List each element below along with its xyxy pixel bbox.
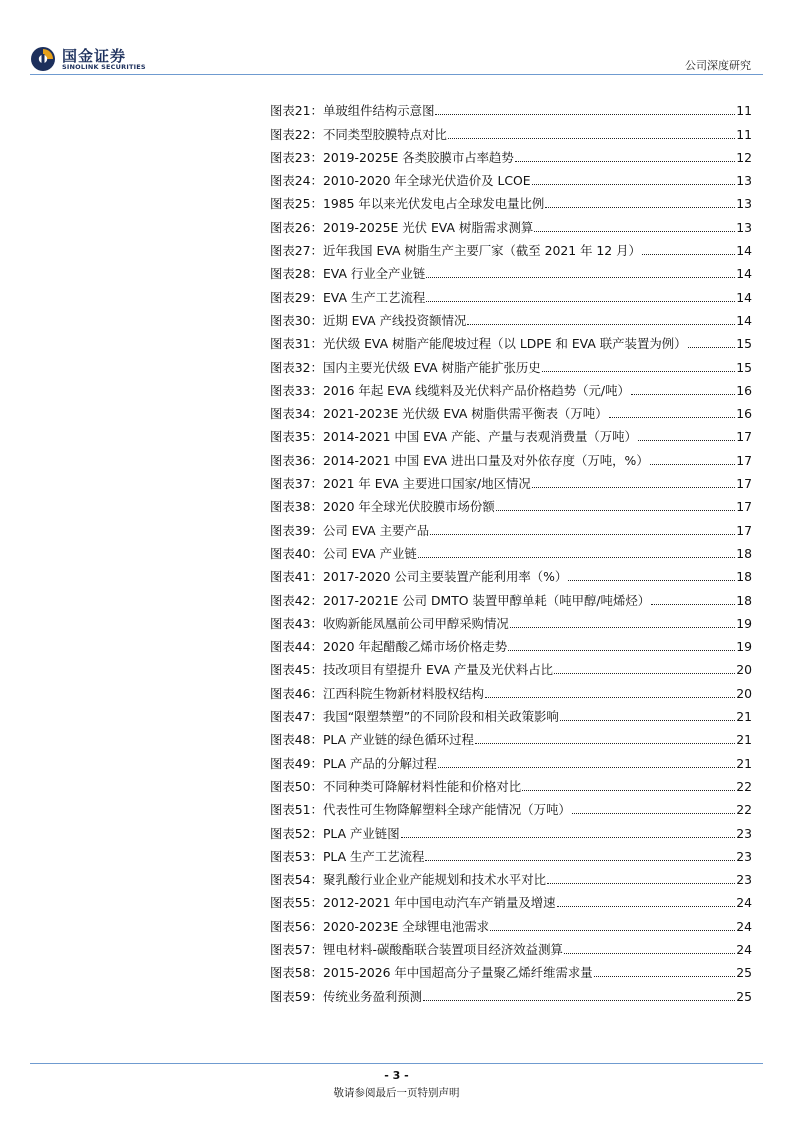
toc-entry-label: 图表28： — [270, 266, 323, 282]
logo-english-name: SINOLINK SECURITIES — [62, 63, 146, 71]
toc-entry-title: 2014-2021 中国 EVA 进出口量及对外依存度（万吨，%） — [322, 452, 649, 468]
toc-entry-page: 23 — [736, 848, 752, 864]
toc-entry-label: 图表37： — [270, 476, 323, 492]
toc-entry-title: 2020 年全球光伏胶膜市场份额 — [322, 499, 495, 515]
toc-dot-leader — [438, 767, 735, 768]
toc-entry-page: 17 — [736, 499, 752, 515]
toc-entry[interactable] — [270, 584, 752, 607]
toc-entry[interactable] — [270, 771, 752, 794]
toc-entry-title: 传统业务盈利预测 — [322, 988, 423, 1004]
toc-dot-leader — [430, 534, 735, 535]
figure-index-list — [270, 95, 752, 1004]
toc-entry[interactable] — [270, 258, 752, 281]
toc-entry-label: 图表53： — [270, 848, 323, 864]
toc-entry-page: 23 — [736, 872, 752, 888]
toc-entry-title: 国内主要光伏级 EVA 树脂产能扩张历史 — [322, 359, 541, 375]
toc-entry[interactable] — [270, 654, 752, 677]
toc-entry-label: 图表31： — [270, 336, 323, 352]
toc-entry-title: 近年我国 EVA 树脂生产主要厂家（截至 2021 年 12 月） — [322, 243, 641, 259]
toc-dot-leader — [542, 371, 736, 372]
toc-entry[interactable] — [270, 514, 752, 537]
toc-entry-title: PLA 产业链的绿色循环过程 — [322, 732, 474, 748]
toc-entry-page: 20 — [736, 662, 752, 678]
document-type: 公司深度研究 — [685, 59, 751, 72]
toc-entry-label: 图表40： — [270, 545, 323, 561]
toc-entry-label: 图表23： — [270, 149, 323, 165]
toc-entry[interactable] — [270, 281, 752, 304]
toc-entry-label: 图表47： — [270, 709, 323, 725]
toc-entry-page: 22 — [736, 778, 752, 794]
toc-dot-leader — [568, 580, 735, 581]
toc-entry-label: 图表51： — [270, 802, 323, 818]
toc-entry-label: 图表33： — [270, 382, 323, 398]
toc-entry-label: 图表26： — [270, 219, 323, 235]
toc-entry-page: 14 — [736, 289, 752, 305]
toc-entry-title: 光伏级 EVA 树脂产能爬坡过程（以 LDPE 和 EVA 联产装置为例） — [322, 336, 687, 352]
toc-dot-leader — [534, 231, 735, 232]
toc-entry-title: 不同种类可降解材料性能和价格对比 — [322, 778, 522, 794]
toc-entry-title: 江西科院生物新材料股权结构 — [322, 685, 485, 701]
toc-dot-leader — [650, 464, 736, 465]
page-number: - 3 - — [384, 1069, 409, 1082]
toc-entry[interactable] — [270, 235, 752, 258]
toc-dot-leader — [651, 604, 735, 605]
toc-entry[interactable] — [270, 677, 752, 700]
toc-entry-label: 图表43： — [270, 615, 323, 631]
toc-entry-page: 21 — [736, 732, 752, 748]
toc-entry[interactable] — [270, 561, 752, 584]
toc-dot-leader — [490, 930, 735, 931]
toc-entry-label: 图表24： — [270, 173, 323, 189]
toc-dot-leader — [401, 837, 736, 838]
toc-dot-leader — [510, 627, 735, 628]
toc-entry[interactable] — [270, 724, 752, 747]
toc-entry-label: 图表27： — [270, 243, 323, 259]
toc-entry-title: 锂电材料-碳酸酯联合装置项目经济效益测算 — [322, 941, 563, 957]
toc-entry-page: 21 — [736, 709, 752, 725]
toc-dot-leader — [572, 813, 735, 814]
toc-entry[interactable] — [270, 841, 752, 864]
toc-entry[interactable] — [270, 608, 752, 631]
toc-entry-title: 2017-2020 公司主要装置产能利用率（%） — [322, 569, 568, 585]
toc-entry-page: 21 — [736, 755, 752, 771]
toc-entry-title: EVA 生产工艺流程 — [322, 289, 426, 305]
toc-dot-leader — [557, 906, 736, 907]
toc-entry-title: 2017-2021E 公司 DMTO 装置甲醇单耗（吨甲醇/吨烯烃） — [322, 592, 651, 608]
toc-entry[interactable] — [270, 95, 752, 118]
toc-entry-label: 图表35： — [270, 429, 323, 445]
toc-dot-leader — [496, 510, 735, 511]
toc-entry[interactable] — [270, 444, 752, 467]
toc-entry-page: 16 — [736, 382, 752, 398]
toc-entry-title: 2010-2020 年全球光伏造价及 LCOE — [322, 173, 531, 189]
toc-dot-leader — [418, 557, 735, 558]
toc-entry-title: 公司 EVA 产业链 — [322, 545, 417, 561]
toc-entry-label: 图表32： — [270, 359, 323, 375]
toc-entry-title: 2019-2025E 光伏 EVA 树脂需求测算 — [322, 219, 534, 235]
toc-entry-label: 图表58： — [270, 965, 323, 981]
toc-entry-title: PLA 产业链图 — [322, 825, 400, 841]
toc-entry-page: 14 — [736, 243, 752, 259]
toc-entry-page: 25 — [736, 988, 752, 1004]
toc-dot-leader — [545, 207, 735, 208]
toc-entry-page: 24 — [736, 918, 752, 934]
toc-dot-leader — [508, 650, 735, 651]
toc-entry-title: 2015-2026 年中国超高分子量聚乙烯纤维需求量 — [322, 965, 593, 981]
toc-dot-leader — [560, 720, 735, 721]
toc-entry-label: 图表44： — [270, 639, 323, 655]
toc-entry-page: 14 — [736, 266, 752, 282]
toc-entry-label: 图表39： — [270, 522, 323, 538]
toc-entry-label: 图表46： — [270, 685, 323, 701]
toc-entry-page: 17 — [736, 452, 752, 468]
toc-entry-label: 图表48： — [270, 732, 323, 748]
toc-entry-title: EVA 行业全产业链 — [322, 266, 426, 282]
toc-entry-page: 24 — [736, 941, 752, 957]
toc-dot-leader — [631, 394, 735, 395]
toc-dot-leader — [594, 976, 736, 977]
toc-entry-title: 聚乳酸行业企业产能规划和技术水平对比 — [322, 872, 546, 888]
toc-entry-title: 技改项目有望提升 EVA 产量及光伏料占比 — [322, 662, 554, 678]
toc-entry-title: 1985 年以来光伏发电占全球发电量比例 — [322, 196, 545, 212]
toc-entry-page: 14 — [736, 312, 752, 328]
toc-entry-page: 19 — [736, 639, 752, 655]
toc-entry-page: 16 — [736, 406, 752, 422]
toc-entry[interactable] — [270, 934, 752, 957]
toc-dot-leader — [485, 697, 735, 698]
toc-entry[interactable] — [270, 747, 752, 770]
toc-entry[interactable] — [270, 980, 752, 1003]
toc-entry-page: 18 — [736, 545, 752, 561]
toc-entry[interactable] — [270, 794, 752, 817]
toc-entry-title: 2019-2025E 各类胶膜市占率趋势 — [322, 149, 514, 165]
toc-entry-title: 2021-2023E 光伏级 EVA 树脂供需平衡表（万吨） — [322, 406, 608, 422]
toc-entry-page: 24 — [736, 895, 752, 911]
toc-entry[interactable] — [270, 118, 752, 141]
toc-entry[interactable] — [270, 351, 752, 374]
disclaimer-notice: 敬请参阅最后一页特别声明 — [333, 1087, 460, 1099]
toc-entry-title: 不同类型胶膜特点对比 — [322, 126, 447, 142]
toc-entry[interactable] — [270, 211, 752, 234]
toc-dot-leader — [688, 347, 736, 348]
toc-entry-title: 代表性可生物降解塑料全球产能情况（万吨） — [322, 802, 571, 818]
toc-entry-label: 图表56： — [270, 918, 323, 934]
toc-entry-label: 图表57： — [270, 941, 323, 957]
company-logo — [30, 46, 170, 74]
toc-entry-page: 12 — [736, 149, 752, 165]
toc-entry[interactable] — [270, 421, 752, 444]
sinolink-logo-icon — [30, 46, 56, 72]
toc-entry-label: 图表22： — [270, 126, 323, 142]
toc-entry-page: 11 — [736, 126, 752, 142]
toc-entry-page: 22 — [736, 802, 752, 818]
toc-entry-page: 20 — [736, 685, 752, 701]
toc-entry-label: 图表54： — [270, 872, 323, 888]
toc-entry-page: 13 — [736, 196, 752, 212]
toc-dot-leader — [532, 184, 736, 185]
toc-entry[interactable] — [270, 188, 752, 211]
toc-entry-page: 15 — [736, 359, 752, 375]
toc-dot-leader — [638, 440, 735, 441]
toc-entry-label: 图表30： — [270, 312, 323, 328]
toc-entry-title: PLA 产品的分解过程 — [322, 755, 437, 771]
toc-dot-leader — [426, 277, 735, 278]
toc-dot-leader — [564, 953, 735, 954]
toc-entry-title: 收购新能凤凰前公司甲醇采购情况 — [322, 615, 509, 631]
toc-entry-title: 2020 年起醋酸乙烯市场价格走势 — [322, 639, 508, 655]
toc-entry-title: 近期 EVA 产线投资额情况 — [322, 312, 467, 328]
toc-entry[interactable] — [270, 165, 752, 188]
toc-dot-leader — [532, 487, 735, 488]
toc-entry-label: 图表41： — [270, 569, 323, 585]
toc-entry[interactable] — [270, 957, 752, 980]
toc-entry-label: 图表21： — [270, 103, 323, 119]
toc-entry[interactable] — [270, 817, 752, 840]
toc-entry-page: 23 — [736, 825, 752, 841]
toc-entry[interactable] — [270, 701, 752, 724]
toc-entry[interactable] — [270, 468, 752, 491]
toc-entry[interactable] — [270, 538, 752, 561]
toc-entry[interactable] — [270, 375, 752, 398]
toc-entry-page: 17 — [736, 429, 752, 445]
toc-entry[interactable] — [270, 887, 752, 910]
toc-entry[interactable] — [270, 491, 752, 514]
toc-entry-title: 2021 年 EVA 主要进口国家/地区情况 — [322, 476, 531, 492]
toc-dot-leader — [475, 743, 735, 744]
toc-entry-page: 18 — [736, 569, 752, 585]
toc-dot-leader — [554, 673, 735, 674]
toc-entry-page: 25 — [736, 965, 752, 981]
toc-entry-title: 2012-2021 年中国电动汽车产销量及增速 — [322, 895, 556, 911]
toc-entry[interactable] — [270, 864, 752, 887]
toc-entry[interactable] — [270, 305, 752, 328]
toc-entry-label: 图表49： — [270, 755, 323, 771]
toc-entry-label: 图表59： — [270, 988, 323, 1004]
toc-entry-title: 2016 年起 EVA 线缆料及光伏料产品价格趋势（元/吨） — [322, 382, 630, 398]
toc-entry-label: 图表52： — [270, 825, 323, 841]
toc-entry-page: 18 — [736, 592, 752, 608]
toc-entry-label: 图表42： — [270, 592, 323, 608]
toc-entry-page: 19 — [736, 615, 752, 631]
toc-entry-label: 图表55： — [270, 895, 323, 911]
toc-dot-leader — [515, 161, 735, 162]
footer-divider — [30, 1063, 763, 1064]
toc-entry-title: 2020-2023E 全球锂电池需求 — [322, 918, 489, 934]
toc-entry-label: 图表45： — [270, 662, 323, 678]
toc-entry-page: 17 — [736, 522, 752, 538]
logo-chinese-name: 国金证券 — [62, 47, 127, 65]
page-header — [0, 0, 793, 76]
toc-dot-leader — [425, 860, 735, 861]
toc-entry[interactable] — [270, 328, 752, 351]
toc-entry-label: 图表25： — [270, 196, 323, 212]
toc-entry-page: 15 — [736, 336, 752, 352]
toc-entry-label: 图表34： — [270, 406, 323, 422]
toc-dot-leader — [426, 301, 735, 302]
toc-entry-label: 图表38： — [270, 499, 323, 515]
toc-entry[interactable] — [270, 142, 752, 165]
toc-dot-leader — [609, 417, 736, 418]
toc-entry-label: 图表29： — [270, 289, 323, 305]
header-divider — [30, 74, 763, 75]
toc-entry[interactable] — [270, 631, 752, 654]
toc-dot-leader — [642, 254, 735, 255]
toc-entry-page: 13 — [736, 173, 752, 189]
toc-dot-leader — [467, 324, 735, 325]
toc-dot-leader — [522, 790, 735, 791]
toc-entry-label: 图表50： — [270, 778, 323, 794]
toc-entry-title: PLA 生产工艺流程 — [322, 848, 425, 864]
toc-entry-title: 单玻组件结构示意图 — [322, 103, 435, 119]
toc-entry-label: 图表36： — [270, 452, 323, 468]
toc-entry-title: 公司 EVA 主要产品 — [322, 522, 430, 538]
toc-dot-leader — [547, 883, 735, 884]
toc-entry-page: 17 — [736, 476, 752, 492]
toc-dot-leader — [448, 138, 735, 139]
toc-entry[interactable] — [270, 398, 752, 421]
toc-dot-leader — [423, 1000, 735, 1001]
toc-entry-title: 2014-2021 中国 EVA 产能、产量与表观消费量（万吨） — [322, 429, 637, 445]
toc-dot-leader — [435, 114, 735, 115]
toc-entry-title: 我国“限塑禁塑”的不同阶段和相关政策影响 — [322, 709, 559, 725]
toc-entry-page: 13 — [736, 219, 752, 235]
toc-entry[interactable] — [270, 910, 752, 933]
toc-entry-page: 11 — [736, 103, 752, 119]
